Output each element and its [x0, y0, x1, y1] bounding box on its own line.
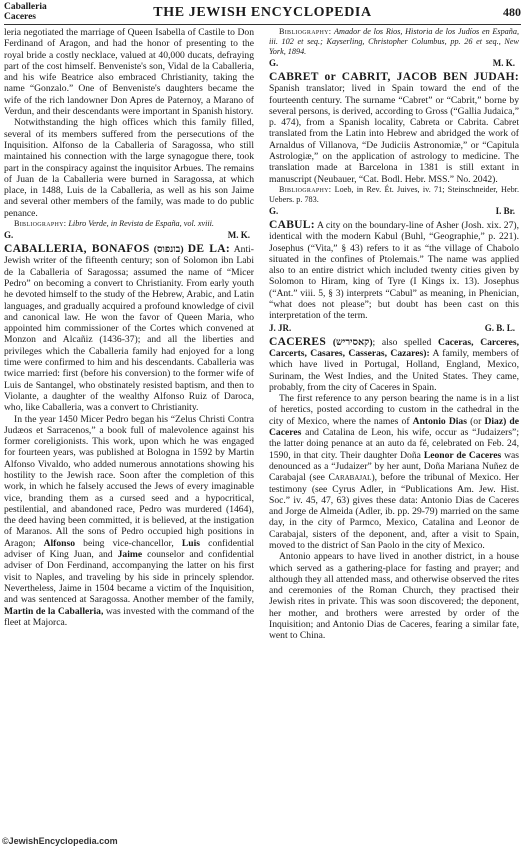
author-signature	[4, 229, 254, 242]
entry-text: confidential adviser of King Juan, and	[4, 537, 255, 561]
bibliography-text: Loeb, in Rev. Ét. Juives, iv. 71; Steinschneider, Hebr. Uebers. p. 783.	[269, 184, 519, 204]
person-name: Alfonso	[43, 537, 76, 549]
entry-body	[269, 337, 519, 393]
article-paragraph: Notwithstanding the high offices which this family filled, several of its members suffered from the persecutions of the Inquisition. Alfonso de la Caballeria of Saragossa, who still maintained his connection with the large synagogue there, took part in the conspiracy against the inquisitor Arbues. The remains of Juan de la Caballeria were burned in Saragossa, at which place, in 1488, Luis de la Caballeria, as well as his son Jaime and several other members of the family, was made to do public penance.	[4, 117, 254, 219]
entry-text: Spanish translator; lived in Spain toward the end of the fourteenth century. The surname “Cabret” or “Cabrit,” borne by several persons, is derived, according to Gross (“Gallia Judaica,” p. 474), from a Spanish locality, Cabreta or Cabrita. Cabret translated from the Latin into Hebrew and abridged the work of Arnaldus of Villanova, “De Judiciis Astronomiæ,” or “Capitula Astrologiæ,” on the application of astrology to medicine. The translation made at Barcelona in 1381 is still extant in manuscript (Neubauer, “Cat. Bodl. Hebr. MSS.” No. 2042).	[269, 83, 519, 185]
signature-initial: G.	[269, 58, 279, 68]
person-name: Leonor de Caceres	[423, 449, 502, 461]
person-name: Diaz) de Caceres	[269, 415, 520, 439]
entry-text: In the year 1450 Micer Pedro began his “Zelus Christi Contra Judæos et Sarracenos,” a book full of malevolence against his former coreligionists. This work, upon which he was engaged for fourteen years, was published at Bologna in 1592 by Martin Alfonso Vivaldo, who added numerous annotations showing his hostility to the Jewish race. Soon after the completion of this work, in which he falsely accused the Jews of every imaginable vice, branding them as a cursed seed and a hypocritical, pestilential, and abandoned race, Pedro was murdered (1464), the deed having been committed, it is believed, at the instigation of Maranos. All the sons of Pedro occupied high positions in Aragon;	[4, 413, 254, 549]
entry-headword: CABALLERIA, BONAFOS	[4, 243, 150, 256]
entry-cabul	[269, 220, 519, 335]
bibliography-label: Bibliography:	[279, 184, 332, 194]
author-signature	[269, 322, 519, 335]
entry-caceres	[269, 337, 519, 642]
bibliography	[269, 185, 519, 205]
signature-author: M. K.	[492, 58, 515, 68]
entry-text: (or	[470, 415, 482, 427]
entry-headword-hebrew: (קאסיריש)	[332, 336, 373, 348]
entry-paragraph	[269, 393, 519, 551]
signature-author: M. K.	[227, 230, 250, 241]
entry-paragraph: Antonio appears to have lived in another district, in a house which served as a gathering-place for fasting and prayer; and although they all attended mass, and otherwise observed the rites and ceremonies of the Roman Church, they practised their Jewish rites in private. This was soon discovered; the deponent, her mother, and brothers were arrested by order of the Inquisition; and Antonio Dias de Caceres, fearing a similar fate, went to China.	[269, 551, 519, 642]
page-title: THE JEWISH ENCYCLOPEDIA	[153, 5, 372, 20]
person-name: Luis	[181, 537, 201, 549]
entry-text: ), before the tribunal of Mexico. Her testimony (see Cyrus Adler, in “Publications Am. Jew. Hist. Soc.” iv. 45, 47, 63) gives these data: Antonio Dias de Caceres and Jorge de Almeida (Adler, ib. pp. 29-79) married on the same day, in the city of Parmco, Mexico, Catalina and Leonor de Carabajal, sisters of the deponent, and, after a visit to Spain, moved to the district of San Paolo in the city of Mexico.	[269, 472, 519, 551]
entry-headword-tail: DE LA:	[187, 243, 231, 256]
entry-text: The first reference to any person bearing the name is in a list of heretics, posted according to custom in the cathedral in the city of Mexico, where the names of	[269, 393, 519, 427]
entry-text: being vice-chancellor,	[75, 537, 174, 549]
page-header	[4, 2, 521, 24]
left-column	[4, 27, 254, 628]
signature-initial: G.	[269, 205, 279, 216]
bibliography-text: Libro Verde, in Revista de España, vol. xviii.	[68, 219, 214, 229]
entry-text: ; also spelled	[372, 336, 432, 348]
bibliography	[269, 27, 519, 57]
entry-text: Anti-Jewish writer of the fifteenth century; son of Solomon ibn Labi de la Caballeria of Saragossa; assumed the name of “Micer Pedro” on becoming a convert to Christianity. From early youth he devoted himself to the study of the Hebrew, Arabic, and Latin languages, and gradually acquired a profound knowledge of civil and canonical law. He won the favor of Queen Maria, who appointed him commissioner of the Cortes which convened at Monzon and Alcañiz (1436-37); and all the liberties and privileges which the Caballeria family had enjoyed for a long time were confirmed to him and his descendants. Caballeria was twice married: first (before his conversion) to the former wife of Luis de Santangel, who obstinately resisted baptism, and then to Violante, a daughter of the wealthy Alfonso Ruiz of Daroca, who, like Caballeria, was a convert to Christianity.	[4, 244, 254, 414]
page-number: 480	[503, 5, 521, 19]
person-name: Jaime	[117, 549, 143, 561]
guide-word-first: Caballeria	[4, 2, 47, 12]
entry-cabret	[269, 72, 519, 218]
signature-initial: G.	[4, 230, 14, 241]
entry-headword: CACERES	[269, 335, 327, 348]
signature-author: I. Br.	[495, 205, 515, 216]
signature-author: G. B. L.	[484, 322, 515, 333]
bibliography-label: Bibliography:	[14, 219, 67, 229]
name-variants: Caceras, Carceres, Carcerts, Casares, Casseras, Cazares):	[269, 336, 520, 359]
bibliography-text: Amador de los Rios, Historia de los Judíos en España, iii. 102 et seq.; Kayserling, Christopher Columbus, pp. 26 et seq., New York, 1894.	[269, 27, 520, 56]
bibliography-label: Bibliography:	[279, 27, 332, 36]
entry-text: counselor and confidential adviser of Don Ferdinand, accompanying the latter on his first visit to Naples, and traveling by his side in princely splendor. Nevertheless, Jaime in 1504 became a victim of the Inquisition, and was sentenced at Saragossa. Another member of the family,	[4, 549, 254, 606]
cross-reference: Carabajal	[328, 472, 372, 484]
guide-word-last: Caceres	[4, 12, 37, 22]
author-signature	[269, 57, 519, 70]
right-column	[269, 27, 519, 642]
entry-headword: CABRET or CABRIT, JACOB BEN JUDAH:	[269, 71, 519, 83]
copyright-watermark: ©JewishEncyclopedia.com	[2, 836, 118, 846]
bibliography	[4, 219, 254, 229]
person-name: Antonio Dias	[412, 415, 467, 427]
entry-headword: CABUL:	[269, 218, 315, 231]
person-name: Martin de la Caballeria,	[4, 605, 104, 617]
entry-body	[269, 220, 519, 322]
entry-text: was invested with the command of the fleet at Majorca.	[4, 605, 254, 628]
entry-text: A family, members of which have lived in Portugal, Holland, England, Mexico, Surinam, the West Indies, and the United States. They came, probably, from the city of Caceres in Spain.	[269, 347, 519, 393]
entry-body	[4, 244, 254, 413]
entry-text: A city on the boundary-line of Asher (Josh. xix. 27), identical with the modern Kabul (Buhl, “Geographie,” p. 221). Josephus (“Vita,” § 43) refers to it as “the village of Chabolo situated in the confines of Ptolemais.” The name was applied also to an entire district which included twenty cities given by Solomon to Hiram, king of Tyre (I Kings ix. 13). Josephus (“Ant.” viii. 5, § 3) interprets “Cabul” as meaning, in Phenician, “what does not please”; but doubt has been cast on this interpretation of the term.	[269, 219, 519, 322]
entry-caballeria-bonafos	[4, 244, 254, 628]
header-rule	[4, 24, 521, 25]
entry-text: was denounced as a “Judaizer” by her aunt, Doña Mariana Nuñez de Carabajal (see	[269, 449, 520, 484]
entry-text: and Catalina de Leon, his wife, occur as “Judaizers”; the latter doing penance at an auto da fé, celebrated on Feb. 24, 1590, in that city. Their daughter Doña	[269, 427, 519, 461]
entry-body	[269, 72, 519, 185]
article-continuation-paragraph: leria negotiated the marriage of Queen Isabella of Castile to Don Ferdinand of Aragon, and had the honor of presenting to the royal bride a costly necklace, valued at 40,000 ducats, defraying part of the cost himself. Benveniste's son, Vidal de la Caballeria, and his wife Beatrice also embraced Christianity, taking the name “Gonzalo.” One of Benveniste's daughters became the wife of the rich landowner Don Apres de Paternoy, a Marano of Verdun, and their descendants were important in Spanish history.	[4, 27, 254, 118]
entry-paragraph	[4, 414, 254, 629]
author-signature	[269, 205, 519, 218]
entry-headword-hebrew: (בונפוס)	[153, 244, 184, 256]
signature-initial: J. JR.	[269, 322, 292, 333]
